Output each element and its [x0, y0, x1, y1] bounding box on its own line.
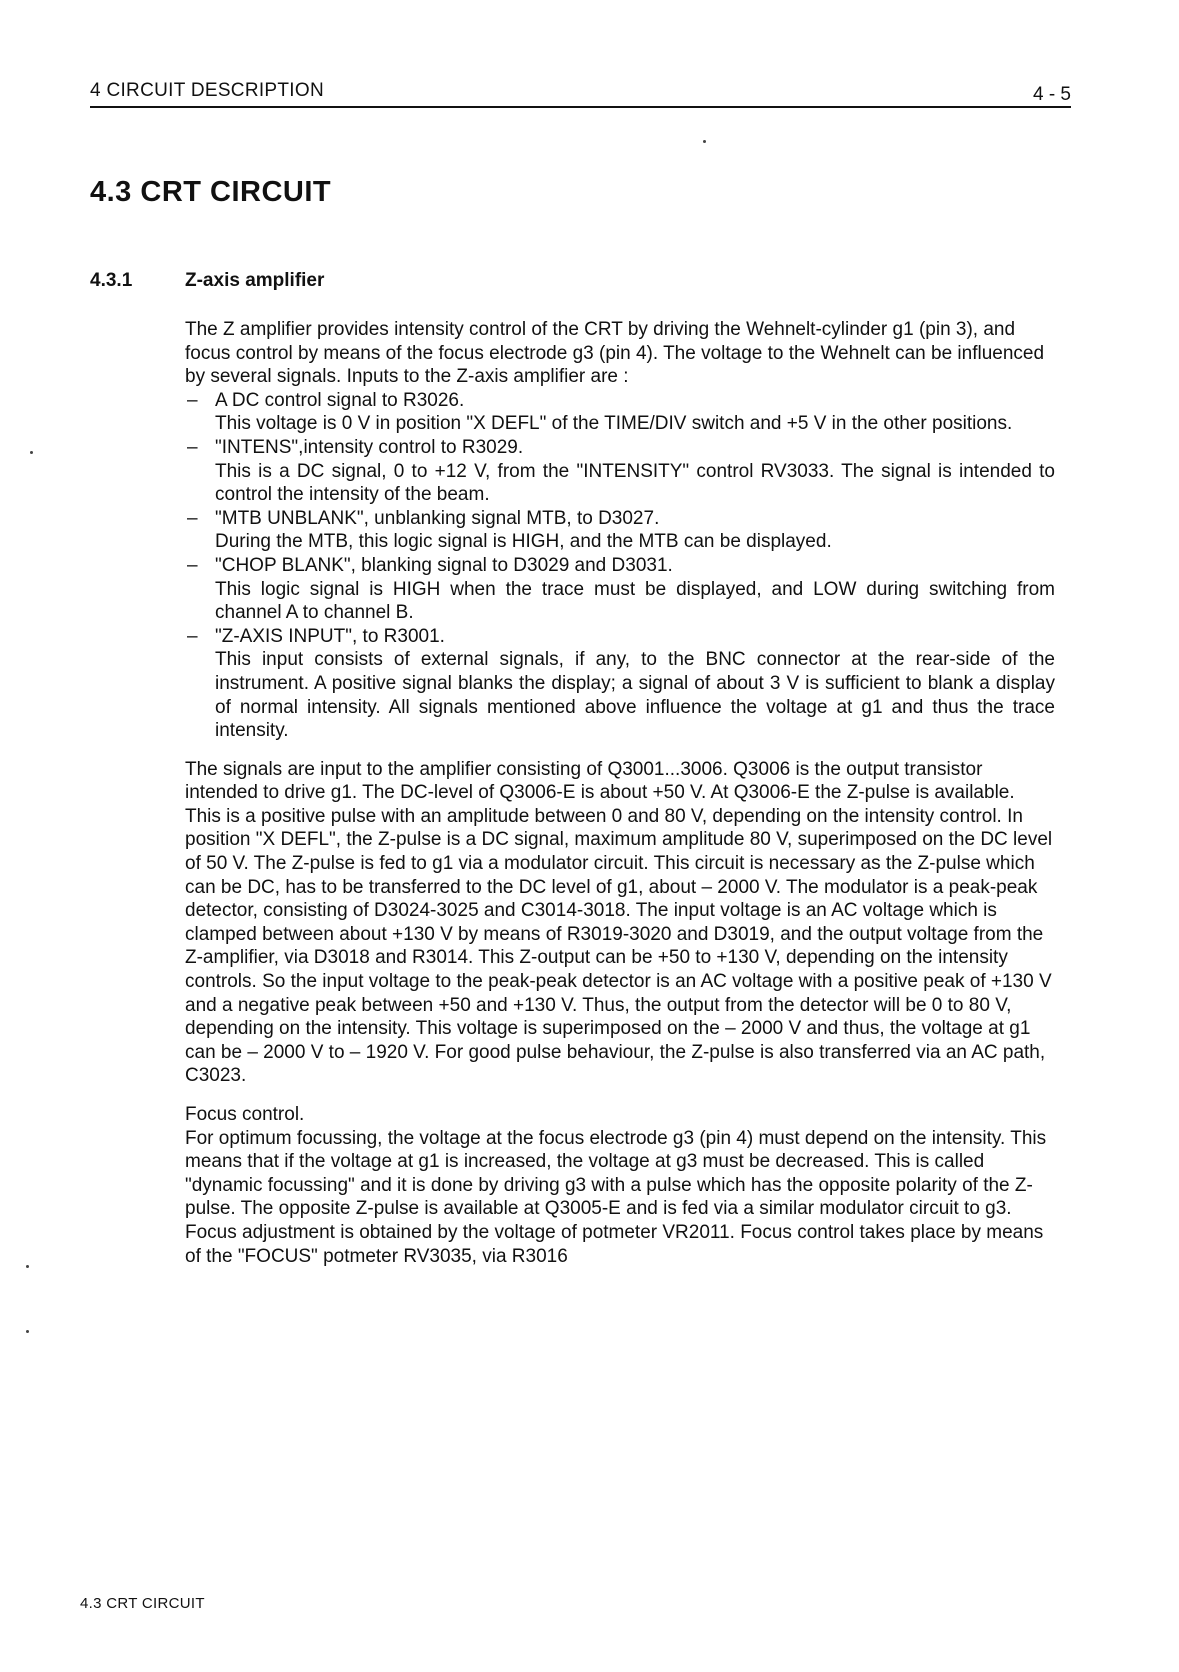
amplifier-paragraph: The signals are input to the amplifier consisting of Q3001...3006. Q3006 is the output transistor intended to drive g1. The DC-level of Q3006-E is about +50 V. At Q3006-E the Z-pulse is available. This is a positive pulse with an amplitude between 0 and 80 V, depending on the intensity control. In position "X DEFL", the Z-pulse is a DC signal, maximum amplitude 80 V, superimposed on the DC level of 50 V. The Z-pulse is fed to g1 via a modulator circuit. This circuit is necessary as the Z-pulse which can be DC, has to be transferred to the DC level of g1, about – 2000 V. The modulator is a peak-peak detector, consisting of D3024-3025 and C3014-3018. The input voltage is an AC voltage which is clamped between about +130 V by means of R3019-3020 and D3019, and the output voltage from the Z-amplifier, via D3018 and R3014. This Z-output can be +50 to +130 V, depending on the intensity controls. So the input voltage to the peak-peak detector is an AC voltage with a positive peak of +130 V and a negative peak between +50 and +130 V. Thus, the output from the detector will be 0 to 80 V, depending on the intensity. This voltage is superimposed on the – 2000 V and thus, the voltage at g1 can be – 2000 V to – 1920 V. For good pulse behaviour, the Z-pulse is also transferred via an AC path, C3023.: [185, 758, 1053, 1087]
focus-heading: Focus control.: [185, 1104, 305, 1125]
subsection-heading: [90, 270, 324, 292]
list-dash: –: [187, 625, 198, 647]
input-list: [185, 389, 1055, 743]
subsection-title: Z-axis amplifier: [185, 270, 325, 291]
list-dash: –: [187, 389, 198, 411]
spacer: [185, 743, 1055, 758]
body-text: [185, 318, 1055, 1268]
spacer: [185, 1088, 1055, 1103]
scan-speck: [30, 451, 33, 454]
scan-speck: [703, 140, 706, 143]
list-dash: –: [187, 507, 198, 529]
list-item: [185, 554, 1055, 625]
chapter-title: 4 CIRCUIT DESCRIPTION: [90, 80, 324, 101]
list-item-desc: This voltage is 0 V in position "X DEFL" of the TIME/DIV switch and +5 V in the other positions.: [215, 413, 1013, 435]
list-item-desc: This logic signal is HIGH when the trace must be displayed, and LOW during switching from channel A to channel B.: [215, 578, 1055, 624]
list-item-title: "MTB UNBLANK", unblanking signal MTB, to D3027.: [215, 507, 660, 529]
list-item: [185, 507, 1055, 554]
section-title: 4.3 CRT CIRCUIT: [90, 176, 332, 208]
focus-paragraph: For optimum focussing, the voltage at the focus electrode g3 (pin 4) must depend on the intensity. This means that if the voltage at g1 is increased, the voltage at g3 must be decreased. This is called "dynamic focussing" and it is done by driving g3 with a pulse which has the opposite polarity of the Z-pulse. The opposite Z-pulse is available at Q3005-E and is fed via a similar modulator circuit to g3. Focus adjustment is obtained by the voltage of potmeter VR2011. Focus control takes place by means of the "FOCUS" potmeter RV3035, via R3016: [185, 1127, 1047, 1267]
subsection-number: 4.3.1: [90, 270, 133, 291]
page-footer: 4.3 CRT CIRCUIT: [80, 1595, 205, 1612]
page-number: 4 - 5: [1032, 84, 1071, 105]
list-item-title: "INTENS",intensity control to R3029.: [215, 436, 524, 458]
list-item: [185, 436, 1055, 507]
list-item-desc: This input consists of external signals, if any, to the BNC connector at the rear-side of the instrument. A positive signal blanks the display; a signal of about 3 V is sufficient to blank a display of normal intensity. All signals mentioned above influence the voltage at g1 and thus the trace intensity.: [215, 649, 1055, 742]
scan-speck: [26, 1330, 29, 1333]
intro-paragraph: The Z amplifier provides intensity control of the CRT by driving the Wehnelt-cylinder g1 (pin 3), and focus control by means of the focus electrode g3 (pin 4). The voltage to the Wehnelt can be influenced by several signals. Inputs to the Z-axis amplifier are :: [185, 319, 1045, 388]
list-item-title: "Z-AXIS INPUT", to R3001.: [215, 625, 445, 647]
page-header: [90, 80, 1071, 108]
list-item: [185, 625, 1055, 743]
list-item-title: "CHOP BLANK", blanking signal to D3029 and D3031.: [215, 554, 673, 576]
list-dash: –: [187, 436, 198, 458]
list-item-title: A DC control signal to R3026.: [215, 389, 465, 411]
list-item-desc: During the MTB, this logic signal is HIGH, and the MTB can be displayed.: [215, 531, 832, 553]
list-dash: –: [187, 554, 198, 576]
scan-speck: [26, 1265, 29, 1268]
list-item-desc: This is a DC signal, 0 to +12 V, from the "INTENSITY" control RV3033. The signal is intended to control the intensity of the beam.: [215, 460, 1055, 506]
list-item: [185, 389, 1055, 436]
